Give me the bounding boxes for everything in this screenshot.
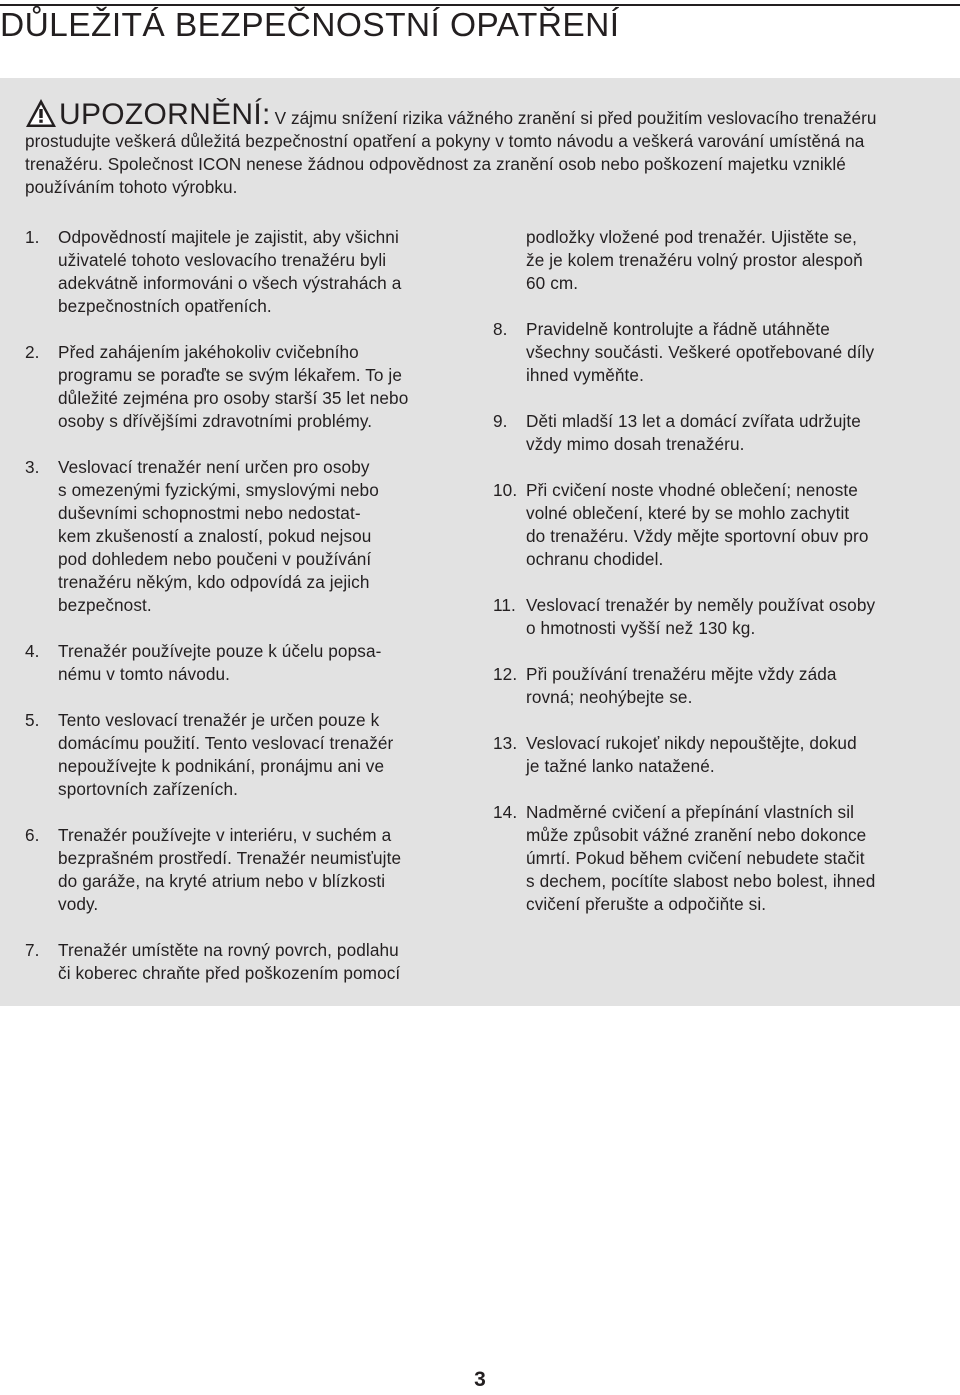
item-text: Odpovědností majitele je zajistit, aby všichni uživatelé tohoto veslovacího trenažéru byli adekvátně informováni o všech výstrahách a bezpečnostních opatřeních.	[58, 227, 402, 316]
item-number: 2.	[25, 342, 40, 362]
item-number: 8.	[493, 319, 508, 339]
safety-item	[25, 456, 480, 617]
item-text: Při cvičení noste vhodné oblečení; nenoste volné oblečení, které by se mohlo zachytit do trenažéru. Vždy mějte sportovní obuv pro ochranu chodidel.	[526, 480, 869, 569]
safety-item	[25, 226, 480, 318]
safety-item	[25, 939, 480, 985]
safety-item	[493, 318, 948, 387]
item-7-continuation: podložky vložené pod trenažér. Ujistěte se, že je kolem trenažéru volný prostor alespoň 60 cm.	[526, 227, 863, 293]
safety-item	[493, 732, 948, 778]
item-text: Trenažér používejte v interiéru, v suchém a bezprašném prostředí. Trenažér neumisťujte do garáže, na kryté atrium nebo v blízkosti vody.	[58, 825, 402, 914]
right-column	[493, 226, 948, 939]
page-number: 3	[474, 1368, 486, 1391]
item-number: 9.	[493, 411, 508, 431]
safety-item	[493, 663, 948, 709]
item-number: 6.	[25, 825, 40, 845]
item-number: 5.	[25, 710, 40, 730]
warning-heading: UPOZORNĚNÍ:	[59, 98, 271, 131]
item-text: Pravidelně kontrolujte a řádně utáhněte všechny součásti. Veškeré opotřebované díly ihned vyměňte.	[526, 319, 875, 385]
warning-paragraph	[25, 98, 930, 199]
item-text: Trenažér umístěte na rovný povrch, podlahu či koberec chraňte před poškozením pomocí	[58, 940, 401, 983]
item-number: 14.	[493, 802, 518, 822]
item-text: Tento veslovací trenažér je určen pouze k domácímu použití. Tento veslovací trenažér nepoužívejte k podnikání, pronájmu ani ve sportovních zařízeních.	[58, 710, 394, 799]
safety-item	[493, 594, 948, 640]
page-title: DŮLEŽITÁ BEZPEČNOSTNÍ OPATŘENÍ	[0, 7, 620, 44]
item-number: 3.	[25, 457, 40, 477]
item-text: Nadměrné cvičení a přepínání vlastních sil může způsobit vážné zranění nebo dokonce úmrtí. Pokud během cvičení nebudete stačit s dechem, pocítíte slabost nebo bolest, ihned cvičení přerušte a odpočiňte si.	[526, 802, 876, 914]
safety-item	[493, 479, 948, 571]
item-text: Veslovací rukojeť nikdy nepouštějte, dokud je tažné lanko natažené.	[526, 733, 857, 776]
safety-item	[25, 824, 480, 916]
item-number: 4.	[25, 641, 40, 661]
item-text: Veslovací trenažér není určen pro osoby s omezenými fyzickými, smyslovými nebo duševními schopnostmi nebo nedostat- kem zkušeností a znalostí, pokud nejsou pod dohledem nebo poučeni v používání trenažéru někým, kdo odpovídá za jejich bezpečnost.	[58, 457, 379, 615]
item-text: Před zahájením jakéhokoliv cvičebního programu se poraďte se svým lékařem. To je důležité zejména pro osoby starší 35 let nebo osoby s dřívějšími zdravotními problémy.	[58, 342, 409, 431]
item-text: Děti mladší 13 let a domácí zvířata udržujte vždy mimo dosah trenažéru.	[526, 411, 861, 454]
item-number: 1.	[25, 227, 40, 247]
safety-item	[493, 410, 948, 456]
item-text: Veslovací trenažér by neměly používat osoby o hmotnosti vyšší než 130 kg.	[526, 595, 876, 638]
safety-item	[25, 709, 480, 801]
item-number: 12.	[493, 664, 518, 684]
item-number: 7.	[25, 940, 40, 960]
item-text: Při používání trenažéru mějte vždy záda rovná; neohýbejte se.	[526, 664, 837, 707]
safety-item	[25, 341, 480, 433]
warning-text: V zájmu snížení rizika vážného zranění si před použitím veslovacího trenažéru prostudujte veškerá důležitá bezpečnostní opatření a pokyny v tomto návodu a veškerá varování umístěná na trenažéru. Společnost ICON nenese žádnou odpovědnost za zranění osob nebo poškození majetku vzniklé používáním tohoto výrobku.	[25, 108, 877, 197]
safety-item	[493, 801, 948, 916]
item-number: 10.	[493, 480, 518, 500]
left-column	[25, 226, 480, 1008]
item-number: 13.	[493, 733, 518, 753]
item-text: Trenažér používejte pouze k účelu popsa- nému v tomto návodu.	[58, 641, 382, 684]
safety-item	[25, 640, 480, 686]
warning-triangle-icon	[25, 98, 57, 128]
item-number: 11.	[493, 595, 516, 615]
